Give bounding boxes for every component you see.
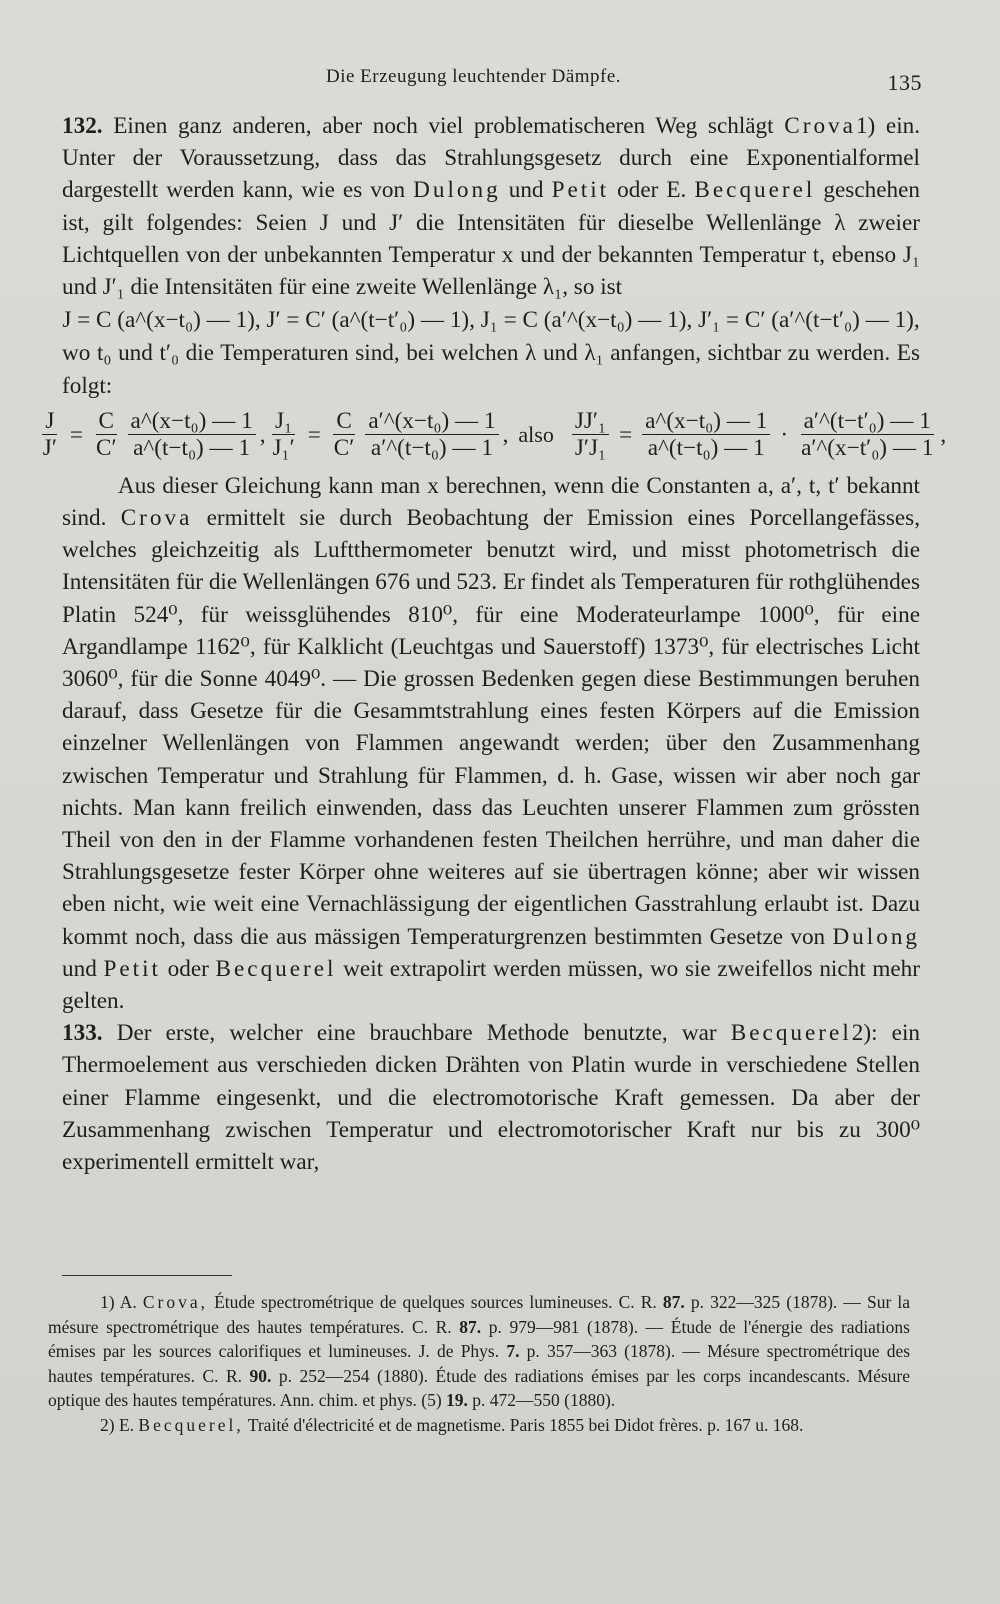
equation-2: $\frac{J}{J'}$ = $\frac{C}{C'}$ $\frac{\text{a\textasciicircum{}(x−t₀) — 1}}{\text{a\textasciicircum{}(t−t₀) — 1}}$ , $\frac{\text{J₁}}{\text{J₁′}}$ = $\frac{C}{C'}$ $\frac{\text{a′\textasciicircum{}(x−t₀) — 1}}{\text{a′\textasciicircum{}(t−t₀) — 1}}$ , also $\frac{\text{JJ′₁}}{\text{J′J₁}}$ = $\frac{\text{a\textasciicircum{}(x−t₀) — 1}}{\text{a\textasciicircum{}(t−t₀) — 1}}$ · $\frac{\text{a′\textasciicircum{}(t−t′₀) — 1}}{\text{a′\textasciicircum{}(x−t′₀) — 1}}$ ,: [62, 402, 920, 468]
equation-word: also: [518, 421, 554, 447]
footnote-rule: [62, 1275, 232, 1276]
author-name: Crova,: [142, 1292, 208, 1312]
fraction: $\frac{C}{C'}$: [333, 408, 355, 462]
section-number-133: 133.: [62, 1020, 103, 1047]
volume-number: 90.: [249, 1365, 272, 1386]
footnote-2: 2) E. Becquerel, Traité d'électricité et de magnetisme. Paris 1855 bei Didot frères. p. 167 u. 168.: [100, 1414, 804, 1435]
author-name: Dulong: [413, 177, 501, 204]
text-segment: oder E.: [617, 177, 687, 204]
volume-number: 19.: [446, 1390, 468, 1411]
paragraph-2: wo t₀ und t′₀ die Temperaturen sind, bei welchen λ und λ₁ anfangen, sichtbar zu werden. Es folgt:: [62, 340, 920, 399]
fraction: $\frac{J}{J'}$: [42, 408, 57, 462]
text-segment: 2): ein Thermoelement aus verschieden dicken Drähten von Platin wurde in verschiedene Stellen einer Flamme eingesenkt, und die electromotorische Kraft gemessen. Da aber der Zusammenhang zwischen Temperatur und electromotorischer Kraft nur bis zu 300⁰ experimentell ermittelt war,: [62, 1020, 921, 1176]
footnote-1: 1) A. Crova, Étude spectrométrique de quelques sources lumineuses. C. R. 87. p. 322—325 (1878). — Sur la mésure spectrométrique des hautes températures. C. R. 87. p. 979—981 (1878). — Étude de l'énergie des radiations émises par les sources calorifiques et lumineuses. J. de Phys. 7. p. 357—363 (1878). — Mésure spectrométrique des hautes températures. C. R. 90. p. 252—254 (1880). Étude des radiations émises par les corps incandescants. Mésure optique des hautes températures. Ann. chim. et phys. (5) 19. p. 472—550 (1880).: [48, 1292, 911, 1411]
author-name: Becquerel: [215, 955, 337, 982]
author-name: Crova: [120, 505, 193, 532]
fraction: $\frac{\text{JJ′₁}}{\text{J′J₁}}$: [572, 408, 609, 461]
author-name: Becquerel,: [138, 1414, 244, 1435]
author-name: Dulong: [832, 923, 920, 950]
equation-1: J = C (a^(x−t₀) — 1), J′ = C′ (a^(t−t′₀) — 1), J₁ = C (a′^(x−t₀) — 1), J′₁ = C′ (a′^(t−t′₀) — 1),: [62, 307, 920, 334]
text-segment: und: [62, 955, 97, 982]
author-name: Becquerel: [730, 1020, 852, 1047]
author-name: Petit: [551, 177, 610, 204]
footnotes: [48, 1290, 910, 1438]
text-segment: 1) ein. Unter der Voraussetzung, dass das Strahlungsgesetz durch eine Exponentialformel dargestellt werden kann, wie es von: [62, 113, 921, 204]
author-name: Crova: [784, 113, 856, 139]
text-segment: oder: [167, 955, 209, 982]
volume-number: 7.: [506, 1341, 520, 1362]
main-text: [42, 110, 947, 1178]
fraction: $\frac{\text{J₁}}{\text{J₁′}}$: [272, 408, 295, 462]
section-number-132: 132.: [62, 113, 103, 139]
volume-number: 87.: [459, 1316, 482, 1337]
fraction: $\frac{\text{a\textasciicircum{}(x−t₀) — 1}}{\text{a\textasciicircum{}(t−t₀) — 1}}$: [642, 408, 770, 461]
volume-number: 87.: [662, 1292, 685, 1312]
paragraph-132: [62, 110, 920, 303]
fraction: $\frac{C}{C'}$: [95, 408, 117, 462]
fraction: $\frac{\text{a\textasciicircum{}(x−t₀) — 1}}{\text{a\textasciicircum{}(t−t₀) — 1}}$: [128, 408, 256, 461]
text-segment: Aus dieser Gleichung kann man x berechnen, wenn die Constanten a, a′, t, t′ bekannt sind.: [62, 472, 920, 532]
running-title: Die Erzeugung leuchtender Dämpfe.: [326, 66, 622, 87]
text-segment: weit extrapolirt werden müssen, wo sie zweifellos nicht mehr gelten.: [62, 955, 921, 1015]
text-segment: und: [508, 177, 544, 204]
running-head: [60, 62, 922, 95]
author-name: Petit: [103, 955, 161, 982]
fraction: $\frac{\text{a′\textasciicircum{}(x−t₀) — 1}}{\text{a′\textasciicircum{}(t−t₀) — 1}}$: [365, 408, 498, 461]
text-segment: ermittelt sie durch Beobachtung der Emission eines Porcellangefässes, welches gleichzeitig als Luftthermometer benutzt wird, und misst photometrisch die Intensitäten für die Wellenlängen 676 und 523. Er findet als Temperaturen für rothglühendes Platin 524⁰, für weissglühendes 810⁰, für eine Moderateurlampe 1000⁰, für eine Argandlampe 1162⁰, für Kalklicht (Leuchtgas und Sauerstoff) 1373⁰, für electrisches Licht 3060⁰, für die Sonne 4049⁰. — Die grossen Bedenken gegen diese Bestimmungen beruhen darauf, dass Gesetze für die Gesammtstrahlung eines festen Körpers auf die Emission einzelner Wellenlängen von Flammen angewandt werden; über den Zusammenhang zwischen Temperatur und Strahlung für Flammen, d. h. Gase, wissen wir aber noch gar nichts. Man kann freilich einwenden, dass das Leuchten unserer Flammen zum grössten Theil von den in der Flamme vorhandenen festen Theilchen herrühre, und man daher die Strahlungsgesetze fester Körper ohne weiteres auf sie übertragen könne; aber wir wissen eben nicht, wie weit eine Vernachlässigung der eigentlichen Gasstrahlung erlaubt ist. Dazu kommt noch, dass die aus mässigen Temperaturgrenzen bestimmten Gesetze von: [62, 505, 920, 950]
text-segment: Der erste, welcher eine brauchbare Methode benutzte, war: [116, 1020, 717, 1047]
fraction: $\frac{\text{a′\textasciicircum{}(t−t′₀) — 1}}{\text{a′\textasciicircum{}(x−t′₀) — 1}}$: [801, 408, 934, 462]
page-number: 135: [887, 70, 922, 95]
paragraph-133: [62, 1017, 920, 1178]
text-segment: geschehen ist, gilt folgendes: Seien J und J′ die Intensitäten für dieselbe Wellenlänge λ zweier Lichtquellen von der unbekannten Temperatur x und der bekannten Temperatur t, ebenso J₁ und J′₁ die Intensitäten für eine zweite Wellenlänge λ₁, so ist: [62, 177, 920, 301]
paragraph-3: [62, 470, 920, 1017]
text-segment: Einen ganz anderen, aber noch viel problematischeren Weg schlägt: [113, 113, 774, 139]
author-name: Becquerel: [694, 177, 816, 204]
